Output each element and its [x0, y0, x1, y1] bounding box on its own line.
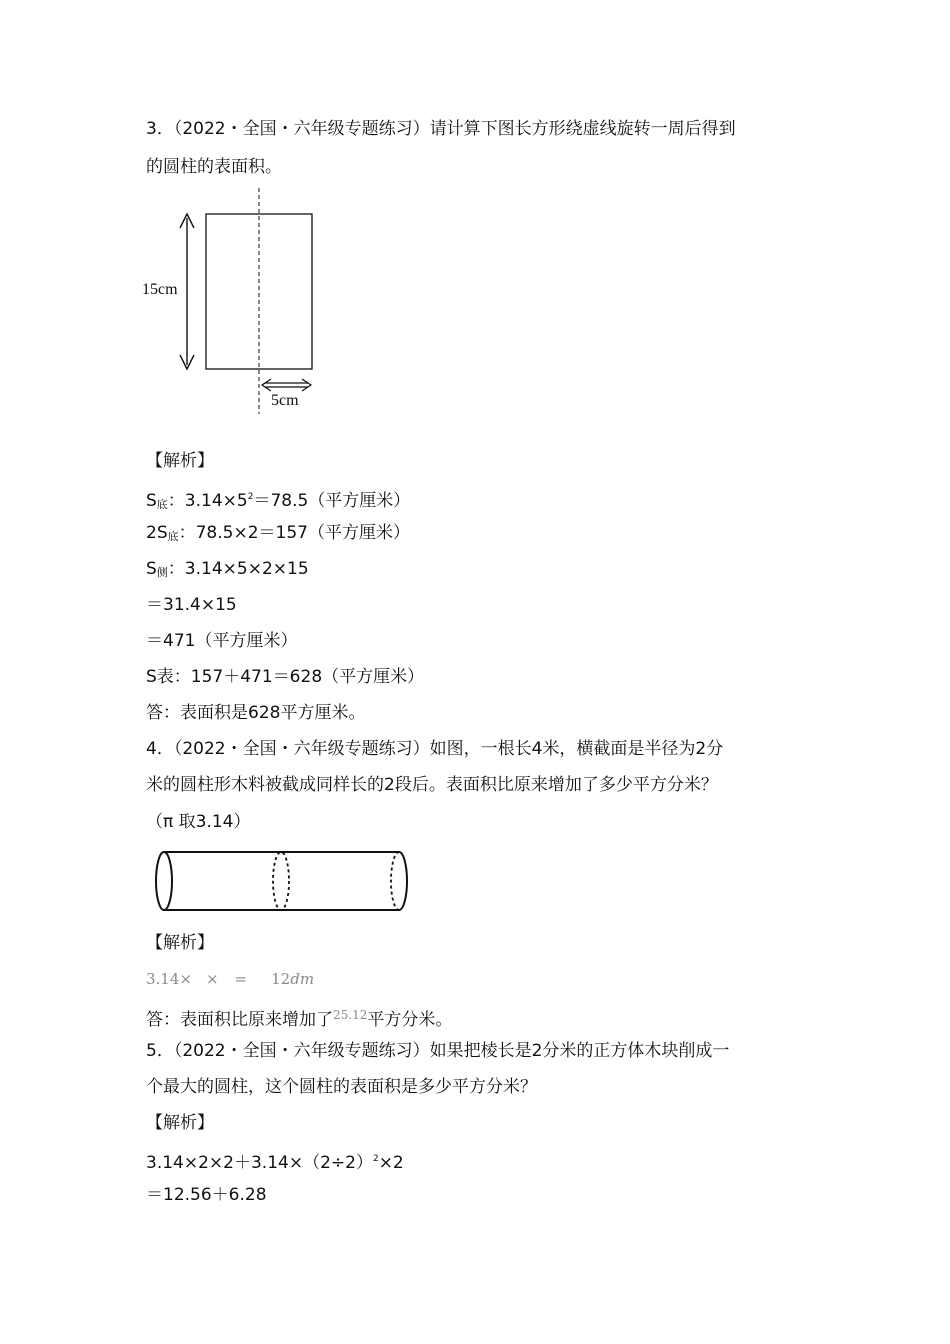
- q5-line-2: 个最大的圆柱，这个圆柱的表面积是多少平方分米？: [146, 1077, 537, 1097]
- q3-total-area: S表：157＋471＝628（平方厘米）: [146, 667, 425, 687]
- q3-line-1: 3．（2022・全国・六年级专题练习）请计算下图长方形绕虚线旋转一周后得到: [146, 119, 736, 139]
- q5-line-1: 5．（2022・全国・六年级专题练习）如果把棱长是2分米的正方体木块削成一: [146, 1041, 730, 1061]
- base-area-expression: ：3.14×5: [167, 491, 248, 511]
- base-area-result: ＝78.5（平方厘米）: [253, 491, 411, 511]
- cylinder-right-end-front: [399, 852, 407, 910]
- q3-answer: 答：表面积是628平方厘米。: [146, 703, 366, 723]
- formula-unit: dm: [290, 970, 315, 988]
- q5-step-1-expression: 3.14×2×2＋3.14×（2÷2）: [146, 1153, 373, 1173]
- q5-step-1: [146, 1147, 404, 1175]
- formula-equals: =: [234, 970, 248, 988]
- q4-line-1: 4．（2022・全国・六年级专题练习）如图，一根长4米，横截面是半径为2分: [146, 739, 724, 759]
- q3-side-step-2: ＝31.4×15: [146, 595, 237, 615]
- q5-analysis-title: 【解析】: [146, 1113, 214, 1133]
- q4-answer: [146, 1003, 452, 1032]
- side-area-subscript: 侧: [156, 566, 168, 579]
- rectangle-rotation-figure: [138, 186, 338, 416]
- cylinder-cut-section: [273, 852, 289, 910]
- q4-answer-prefix: 答：表面积比原来增加了: [146, 1010, 333, 1030]
- side-area-expression: ：3.14×5×2×15: [167, 559, 309, 579]
- height-label: 15cm: [142, 281, 178, 298]
- formula-part-a: 3.14×: [146, 970, 192, 988]
- q3-two-base-area: [146, 521, 410, 549]
- base-area-symbol: S: [146, 491, 157, 511]
- q3-line-2: 的圆柱的表面积。: [146, 157, 282, 177]
- q4-answer-value: 25.12: [333, 1008, 368, 1022]
- base-area-subscript: 底: [156, 498, 168, 511]
- cylinder-log-figure: [148, 846, 418, 918]
- q3-base-area: [146, 485, 410, 517]
- cylinder-left-end: [156, 852, 172, 910]
- two-base-subscript: 底: [167, 530, 179, 543]
- formula-value: 12: [271, 970, 291, 988]
- side-area-symbol: S: [146, 559, 157, 579]
- q5-step-2: ＝12.56＋6.28: [146, 1185, 267, 1205]
- cylinder-right-end-back: [391, 852, 399, 910]
- q4-analysis-title: 【解析】: [146, 933, 214, 953]
- formula-part-b: ×: [205, 970, 219, 988]
- q3-side-area: [146, 557, 309, 585]
- q3-side-step-3: ＝471（平方厘米）: [146, 631, 298, 651]
- q5-step-1-exponent: 2: [372, 1154, 379, 1164]
- two-base-symbol: 2S: [146, 523, 168, 543]
- q5-step-1-tail: ×2: [378, 1153, 404, 1173]
- q4-formula: [146, 967, 314, 991]
- q4-line-2: 米的圆柱形木料被截成同样长的2段后。表面积比原来增加了多少平方分米？: [146, 775, 718, 795]
- q3-analysis-title: 【解析】: [146, 451, 214, 471]
- two-base-expression: ：78.5×2＝157（平方厘米）: [178, 523, 410, 543]
- width-label: 5cm: [271, 392, 299, 409]
- q4-line-3: （π 取3.14）: [146, 812, 251, 832]
- q4-answer-suffix: 平方分米。: [367, 1010, 453, 1030]
- base-area-exponent: 2: [247, 492, 254, 502]
